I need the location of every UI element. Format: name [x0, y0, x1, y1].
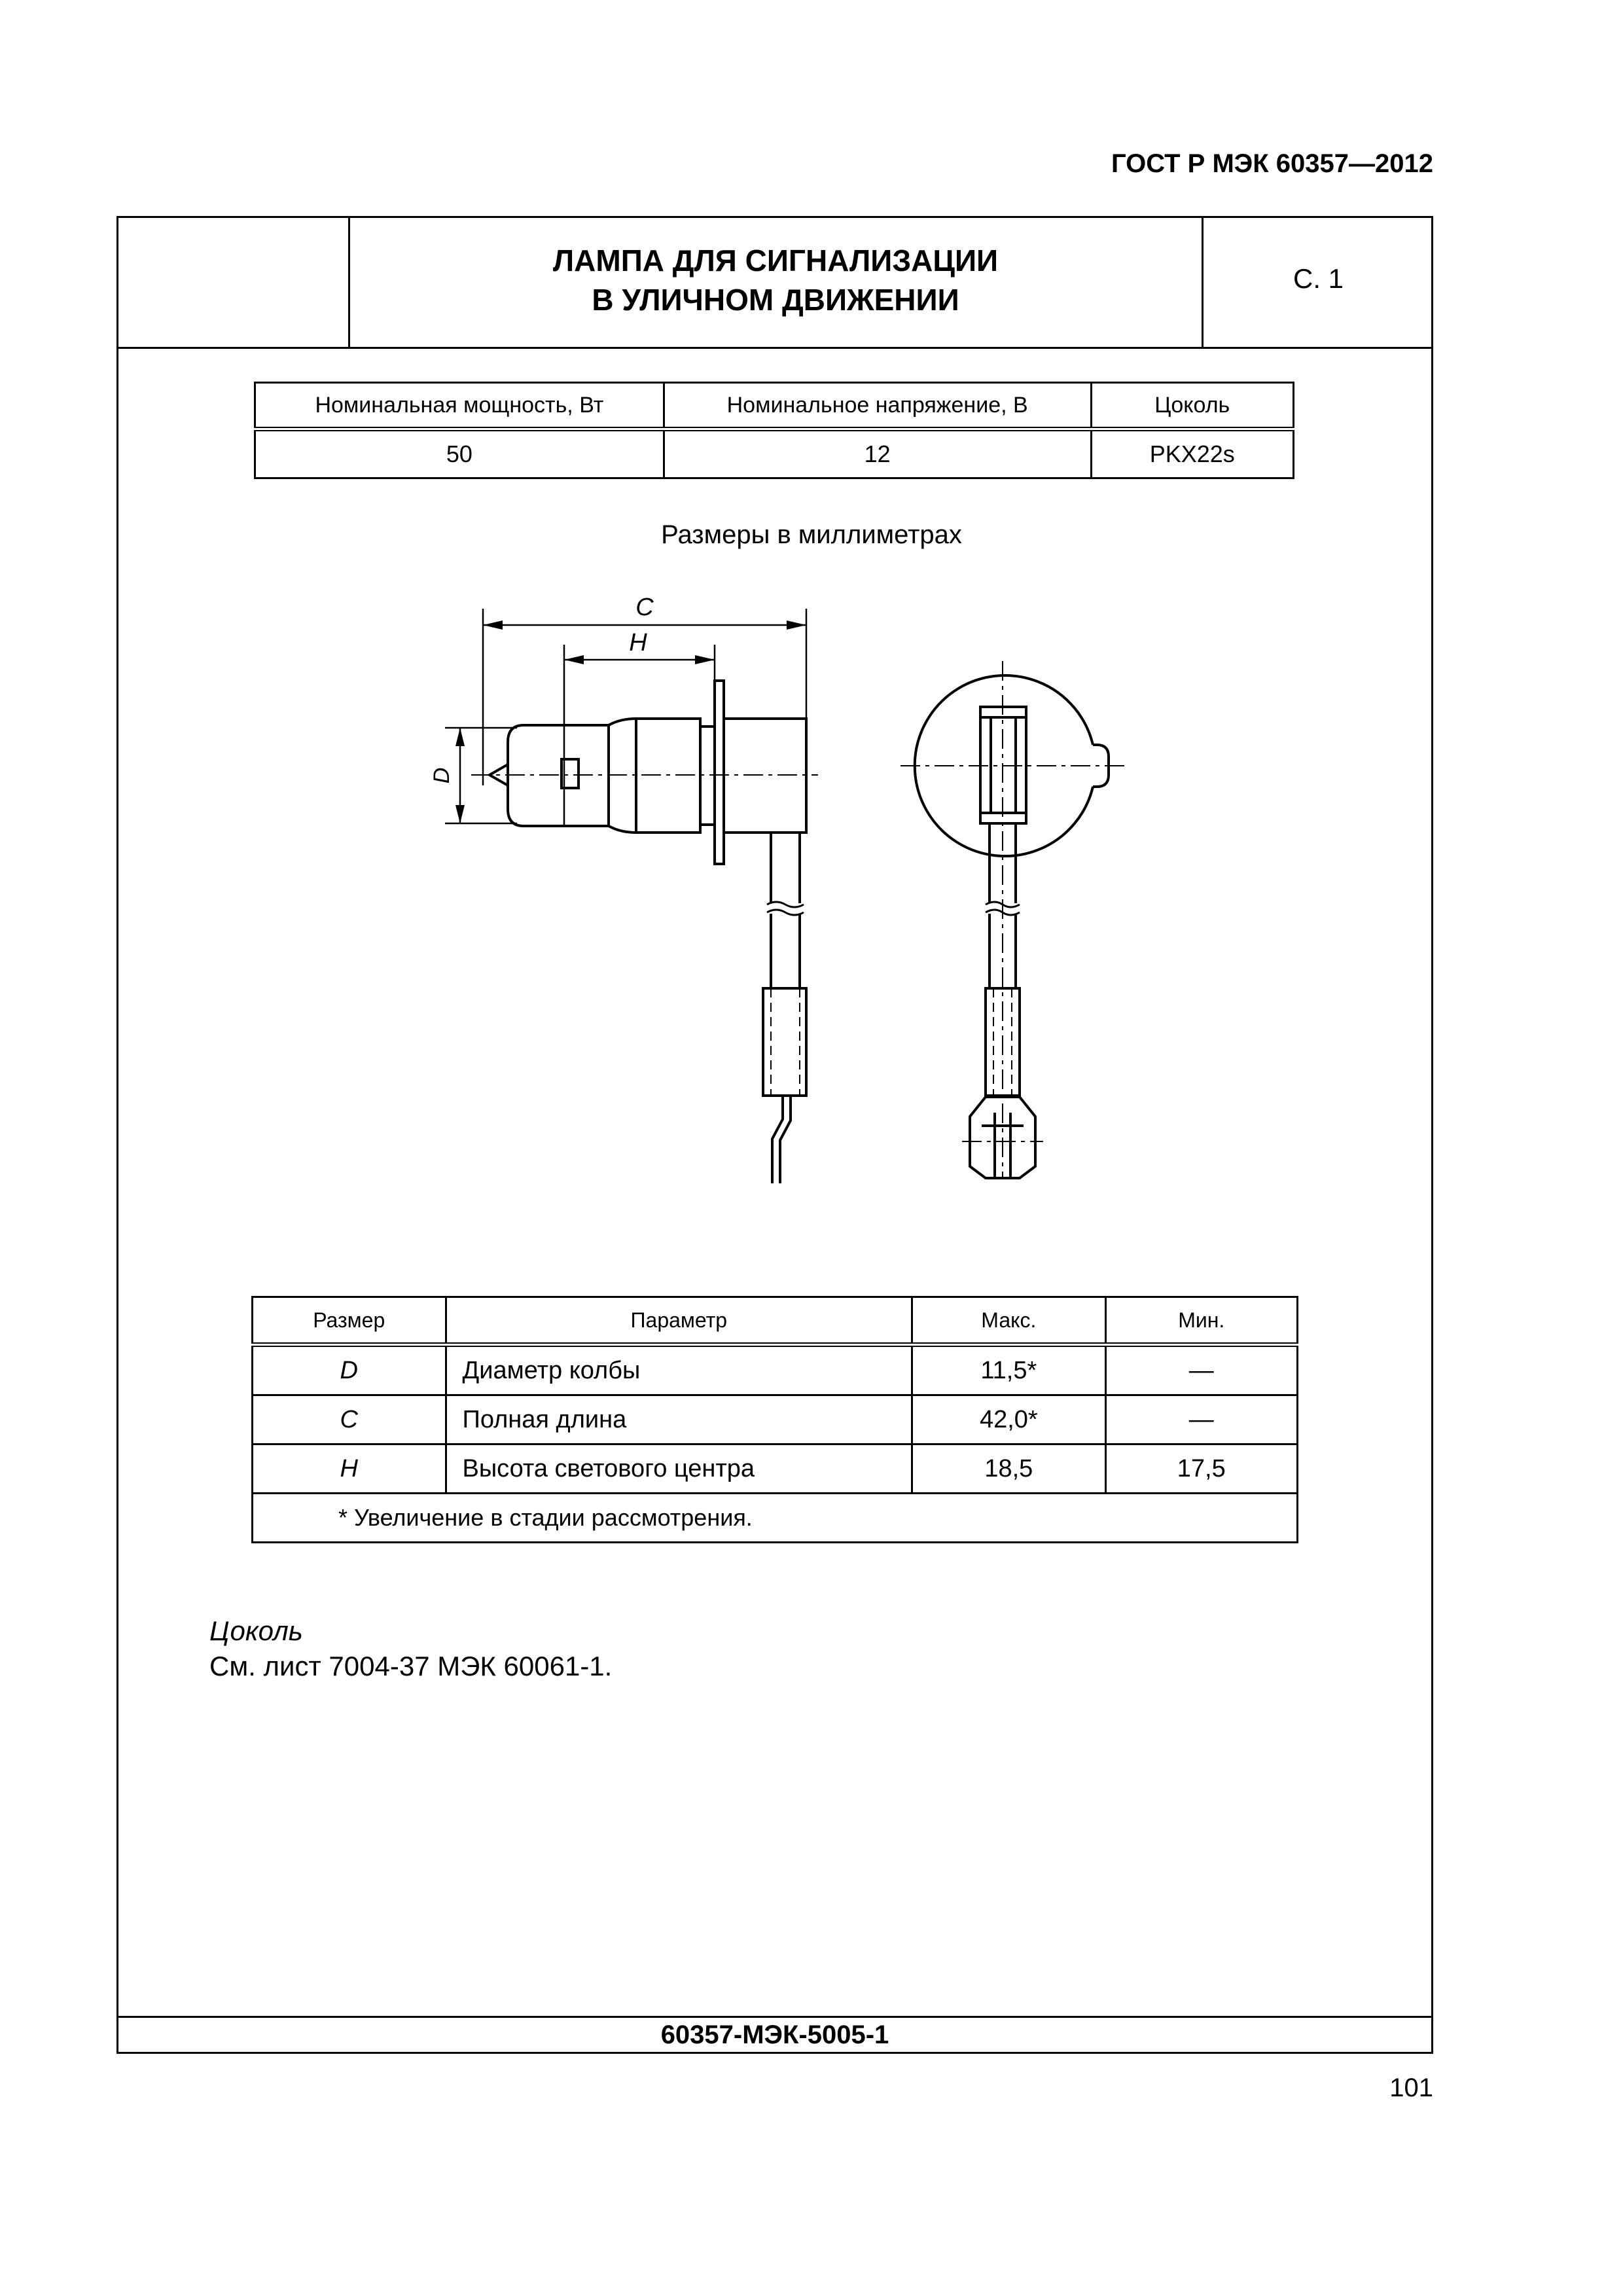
dim-symbol: D: [253, 1345, 446, 1395]
ratings-header-voltage: Номинальное напряжение, В: [664, 383, 1091, 429]
dims-header-parameter: Параметр: [446, 1297, 912, 1345]
ratings-value-power: 50: [255, 429, 664, 478]
sheet-number: С. 1: [1293, 263, 1344, 294]
lamp-front-view: [901, 661, 1126, 1178]
dim-parameter: Полная длина: [446, 1395, 912, 1444]
title-line-1: ЛАМПА ДЛЯ СИГНАЛИЗАЦИИ: [552, 243, 999, 278]
dim-min: —: [1105, 1345, 1297, 1395]
label-c: C: [635, 594, 654, 621]
title-line-2: В УЛИЧНОМ ДВИЖЕНИИ: [592, 283, 959, 317]
dim-min: 17,5: [1105, 1444, 1297, 1494]
standard-number: ГОСТ Р МЭК 60357—2012: [1111, 149, 1433, 178]
dim-max: 18,5: [912, 1444, 1105, 1494]
dimensions-caption: Размеры в миллиметрах: [661, 520, 962, 549]
dim-parameter: Высота светового центра: [446, 1444, 912, 1494]
ratings-value-voltage: 12: [664, 429, 1091, 478]
label-h: H: [629, 629, 647, 656]
dims-header-max: Макс.: [912, 1297, 1105, 1345]
dims-header-min: Мин.: [1105, 1297, 1297, 1345]
footer-divider: [116, 2016, 1433, 2018]
lamp-side-view: [445, 609, 818, 1183]
cap-section-title: Цоколь: [209, 1615, 303, 1646]
dims-header-size: Размер: [253, 1297, 446, 1345]
page-number: 101: [1389, 2073, 1433, 2102]
table-row: [253, 1345, 1298, 1395]
ratings-header-cap: Цоколь: [1091, 383, 1293, 429]
dim-symbol: C: [253, 1395, 446, 1444]
dim-parameter: Диаметр колбы: [446, 1345, 912, 1395]
dimensions-table: [251, 1296, 1298, 1543]
dim-symbol: H: [253, 1444, 446, 1494]
table-row: [253, 1444, 1298, 1494]
table-footnote: * Увеличение в стадии рассмотрения.: [253, 1494, 1298, 1543]
ratings-header-power: Номинальная мощность, Вт: [255, 383, 664, 429]
label-d: D: [429, 767, 454, 784]
table-row: [253, 1395, 1298, 1444]
ratings-value-cap: PKX22s: [1091, 429, 1293, 478]
cap-section-text: См. лист 7004-37 МЭК 60061-1.: [209, 1651, 613, 1681]
sheet-code: 60357-МЭК-5005-1: [660, 2020, 889, 2049]
dim-max: 42,0*: [912, 1395, 1105, 1444]
dim-max: 11,5*: [912, 1345, 1105, 1395]
dim-min: —: [1105, 1395, 1297, 1444]
table-note-row: [253, 1494, 1298, 1543]
